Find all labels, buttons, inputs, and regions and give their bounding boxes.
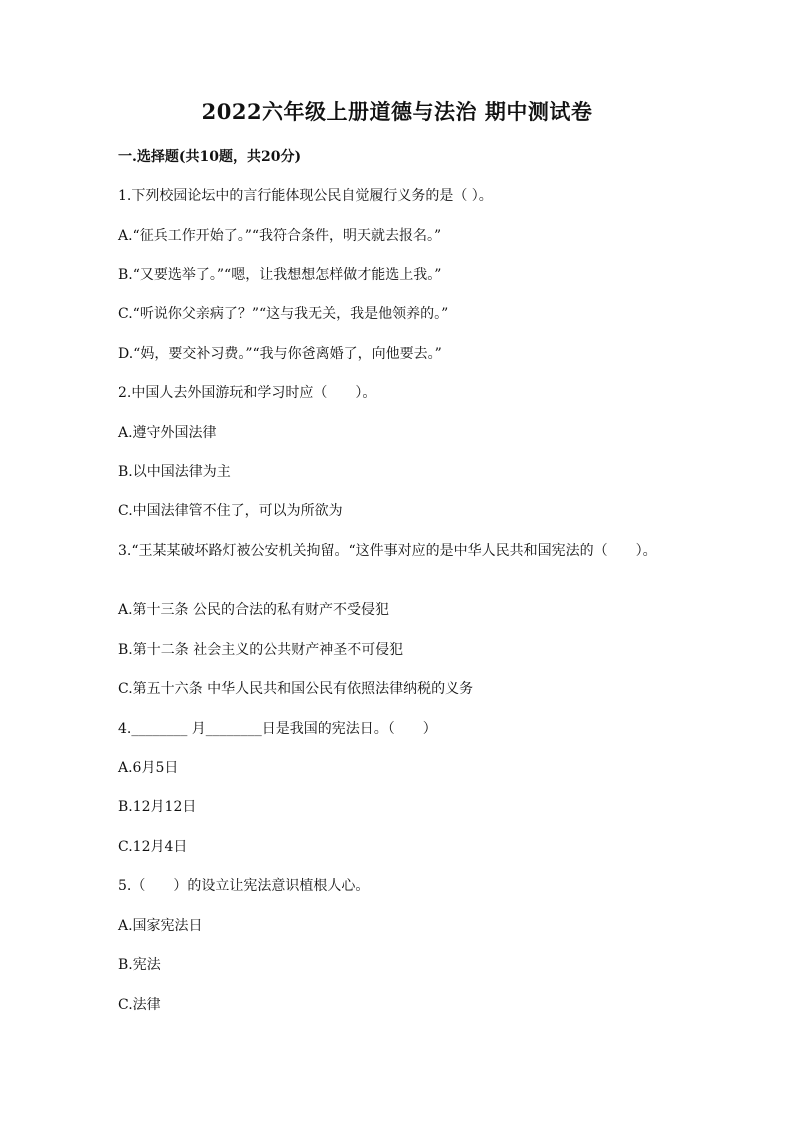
question-4-option-a: A.6月5日 [118, 760, 179, 776]
question-2-stem: 2.中国人去外国游玩和学习时应（ ）。 [118, 385, 377, 401]
question-1-stem: 1.下列校园论坛中的言行能体现公民自觉履行义务的是（ ）。 [118, 188, 493, 204]
page-title: 2022六年级上册道德与法治 期中测试卷 [201, 99, 593, 124]
question-5-option-b: B.宪法 [118, 957, 161, 973]
question-5-option-c: C.法律 [118, 997, 161, 1013]
question-4-option-b: B.12月12日 [118, 799, 197, 815]
question-4-option-c: C.12月4日 [118, 839, 188, 855]
section-heading: 一.选择题(共10题，共20分) [118, 149, 302, 165]
question-1-option-c: C.“听说你父亲病了？”“这与我无关，我是他领养的。” [118, 306, 449, 322]
question-3-option-b: B.第十二条 社会主义的公共财产神圣不可侵犯 [118, 642, 404, 658]
question-1-option-b: B.“又要选举了。”“嗯，让我想想怎样做才能选上我。” [118, 267, 442, 283]
question-2-option-c: C.中国法律管不住了，可以为所欲为 [118, 503, 343, 519]
question-1-option-a: A.“征兵工作开始了。”“我符合条件，明天就去报名。” [118, 228, 442, 244]
question-5-stem: 5.（ ）的设立让宪法意识植根人心。 [118, 878, 370, 894]
question-2-option-b: B.以中国法律为主 [118, 464, 231, 480]
question-5-option-a: A.国家宪法日 [118, 918, 203, 934]
question-3-option-a: A.第十三条 公民的合法的私有财产不受侵犯 [118, 602, 390, 618]
question-3-option-c: C.第五十六条 中华人民共和国公民有依照法律纳税的义务 [118, 681, 474, 697]
question-2-option-a: A.遵守外国法律 [118, 425, 217, 441]
question-4-stem: 4.________ 月________日是我国的宪法日。（ ） [118, 721, 437, 737]
question-1-option-d: D.“妈，要交补习费。”“我与你爸离婚了，向他要去。” [118, 346, 442, 362]
question-3-stem: 3.“王某某破坏路灯被公安机关拘留。“这件事对应的是中华人民共和国宪法的（ ）。 [118, 543, 657, 559]
